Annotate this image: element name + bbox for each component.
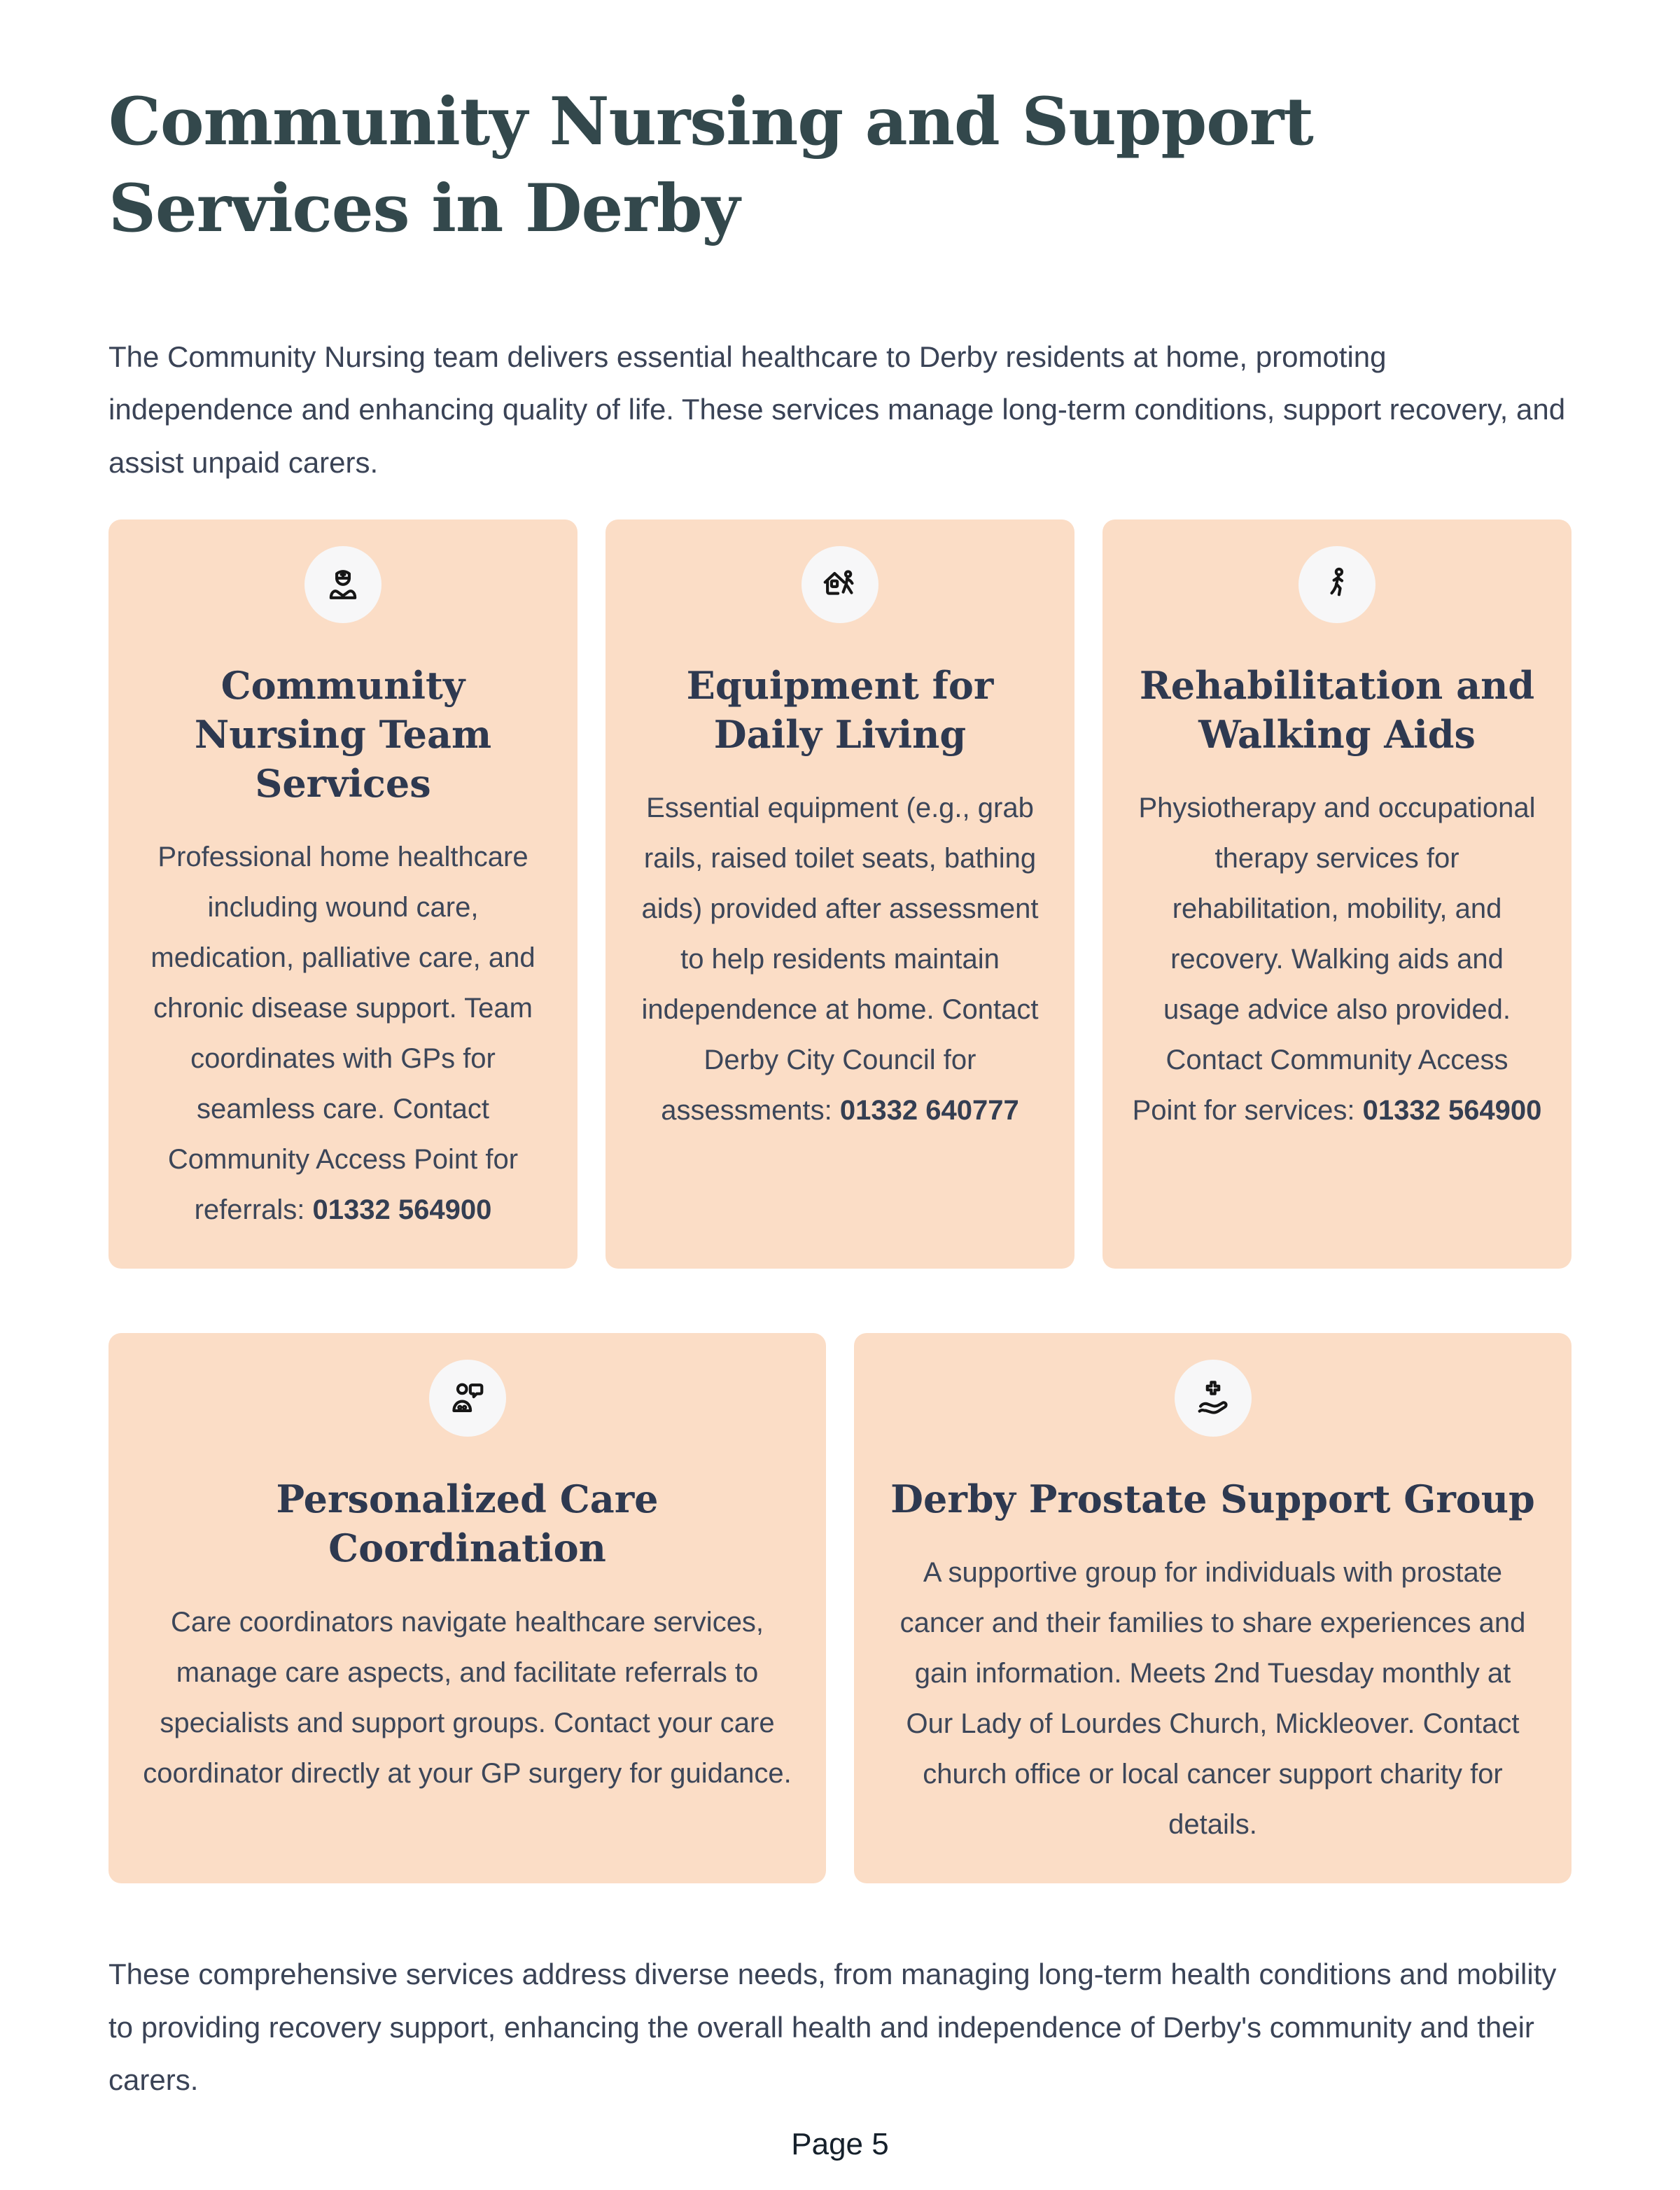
card-body — [888, 1547, 1538, 1850]
icon-badge — [802, 546, 878, 623]
page-number: Page 5 — [791, 2126, 889, 2161]
care-coordinator-icon — [447, 1378, 488, 1418]
card-body-text: Physiotherapy and occupational therapy services for rehabilitation, mobility, and recovery. Walking aids and usage advice also provided. Contact Community Access Point for services: — [1132, 793, 1536, 1127]
page-title: Community Nursing and Support Services in Derby — [108, 83, 1313, 248]
card-title: Rehabilitation and Walking Aids — [1139, 662, 1535, 757]
phone-number: 01332 564900 — [1362, 1095, 1542, 1127]
card-equipment-daily-living — [606, 519, 1074, 1269]
icon-badge — [1175, 1360, 1252, 1437]
card-body-text: Care coordinators navigate healthcare services, manage care aspects, and facilitate referrals to specialists and support groups. Contact your care coordinator directly at your GP surgery for guidance. — [143, 1606, 792, 1789]
card-title: Personalized Care Coordination — [276, 1477, 659, 1571]
card-rehabilitation-walking-aids — [1102, 519, 1572, 1269]
card-body-text: Essential equipment (e.g., grab rails, raised toilet seats, bathing aids) provided after assessment to help residents maintain independence at home. Contact Derby City Council for assessments: — [641, 793, 1039, 1127]
card-community-nursing — [108, 519, 578, 1269]
cards-row-bottom — [108, 1333, 1572, 1883]
intro-paragraph: The Community Nursing team delivers essential healthcare to Derby residents at home, promoting independence and enhancing quality of life. These services manage long-term conditions, support recovery, and assist unpaid carers. — [108, 340, 1566, 479]
card-title: Derby Prostate Support Group — [890, 1477, 1535, 1522]
nurse-icon — [323, 564, 363, 605]
icon-badge — [1298, 546, 1376, 623]
card-body — [142, 1597, 792, 1799]
walking-person-icon — [1317, 564, 1357, 605]
card-care-coordination — [108, 1333, 826, 1883]
phone-number: 01332 564900 — [312, 1194, 492, 1226]
phone-number: 01332 640777 — [839, 1095, 1019, 1127]
card-title: Equipment for Daily Living — [686, 662, 994, 757]
card-title: Community Nursing Team Services — [194, 662, 492, 807]
icon-badge — [304, 546, 382, 623]
card-prostate-support-group — [854, 1333, 1572, 1883]
card-body-text: A supportive group for individuals with prostate cancer and their families to share experiences and gain information. Meets 2nd Tuesday monthly at Our Lady of Lourdes Church, Mickleover. Contact church office or local cancer support charity for details. — [899, 1557, 1526, 1841]
home-care-icon — [820, 564, 860, 605]
hand-medical-icon — [1193, 1378, 1233, 1418]
outro-paragraph: These comprehensive services address diverse needs, from managing long-term health conditions and mobility to providing recovery support, enhancing the overall health and independence of Derby's community and their carers. — [108, 1958, 1557, 2096]
card-body — [1130, 783, 1544, 1136]
card-body — [634, 783, 1046, 1136]
card-body-text: Professional home healthcare including wound care, medication, palliative care, and chronic disease support. Team coordinates with GPs for seamless care. Contact Community Access Point for referrals: — [150, 842, 536, 1226]
card-body — [136, 832, 550, 1235]
icon-badge — [429, 1360, 506, 1437]
cards-row-top — [108, 519, 1572, 1269]
